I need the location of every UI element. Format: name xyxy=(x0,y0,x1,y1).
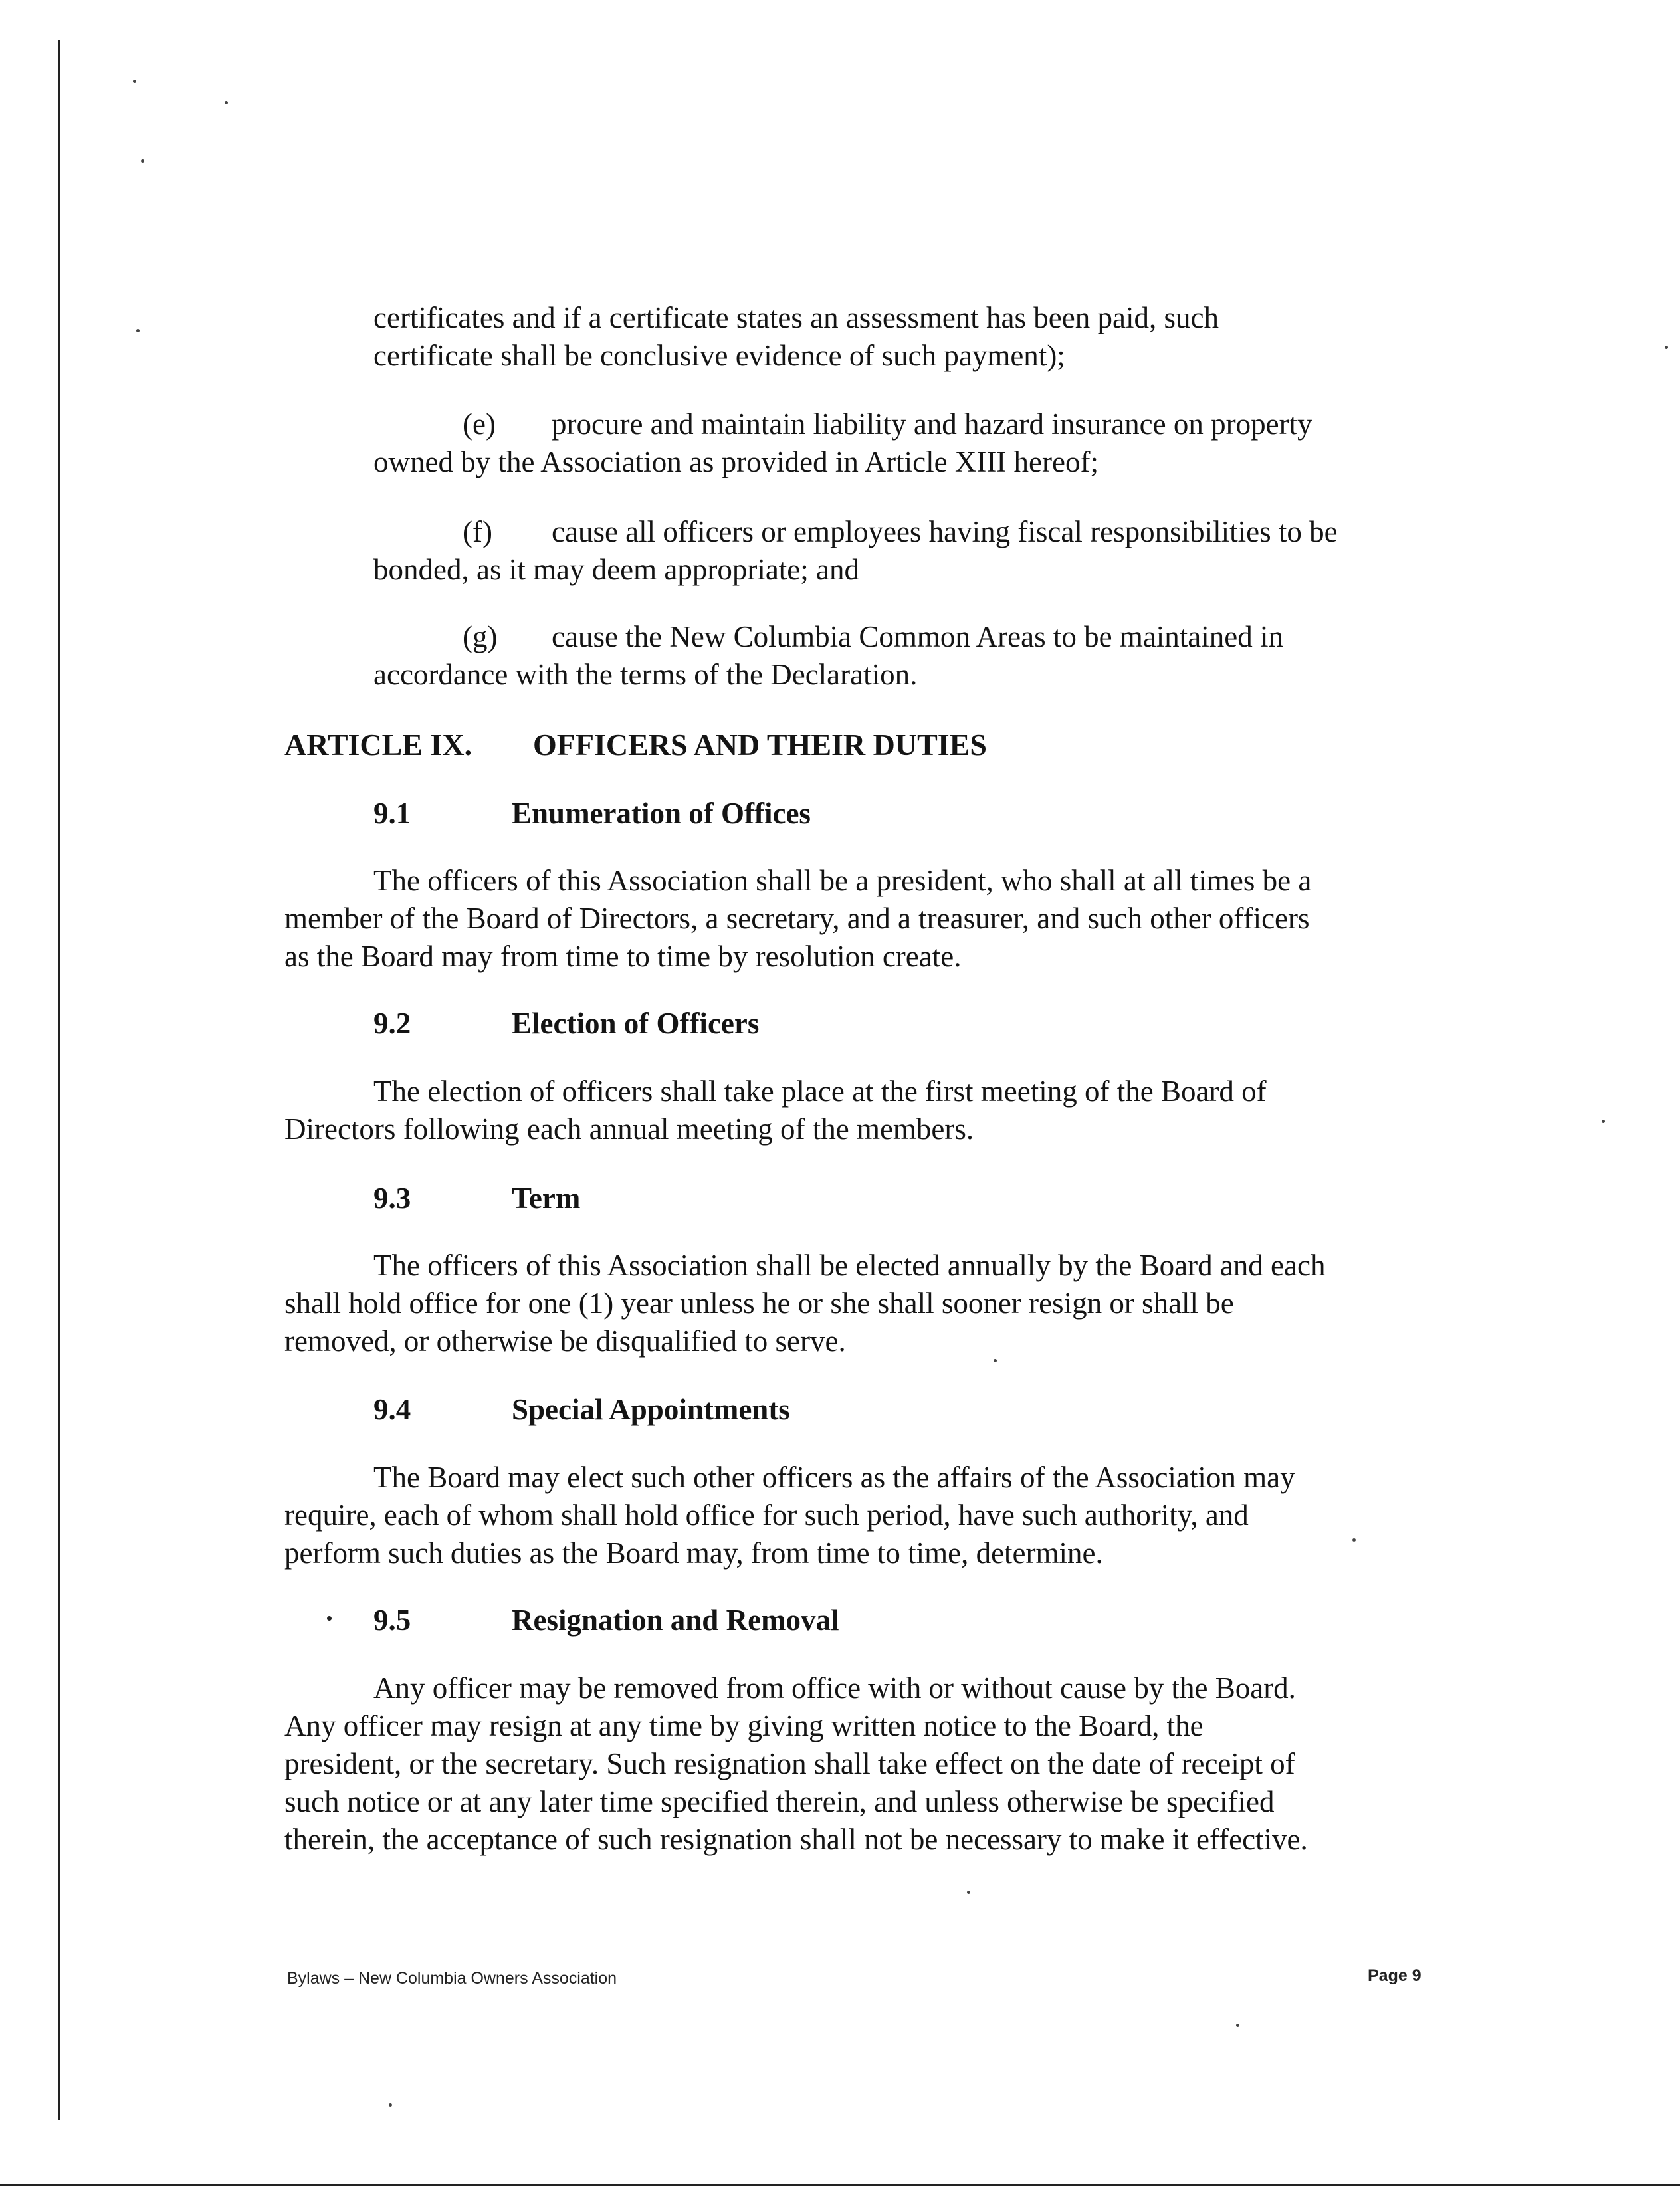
text-line: require, each of whom shall hold office for such period, have such authority, and xyxy=(284,1499,1249,1532)
section-title: Special Appointments xyxy=(512,1393,790,1426)
text-line: member of the Board of Directors, a secretary, and a treasurer, and such other officers xyxy=(284,902,1310,935)
left-scan-edge xyxy=(58,40,60,2120)
text-line: certificates and if a certificate states an assessment has been paid, such xyxy=(373,301,1219,334)
item-text: cause all officers or employees having fiscal responsibilities to be xyxy=(552,515,1338,548)
section-number: 9.2 xyxy=(373,1007,411,1040)
item-text: owned by the Association as provided in Article XIII hereof; xyxy=(373,445,1099,478)
section-title: Term xyxy=(512,1182,581,1215)
section-paragraph xyxy=(284,1247,1325,1360)
section-heading xyxy=(373,1602,839,1639)
scan-speck xyxy=(136,329,140,332)
item-text: cause the New Columbia Common Areas to be maintained in xyxy=(552,620,1284,653)
section-number: 9.1 xyxy=(373,797,411,830)
text-line: shall hold office for one (1) year unless he or she shall sooner resign or shall be xyxy=(284,1287,1234,1320)
scan-speck xyxy=(389,2103,392,2107)
item-text: bonded, as it may deem appropriate; and xyxy=(373,553,860,586)
text-line: The officers of this Association shall be elected annually by the Board and each xyxy=(373,1249,1326,1282)
scan-speck xyxy=(1602,1120,1605,1123)
text-line: perform such duties as the Board may, from time to time, determine. xyxy=(284,1536,1103,1570)
bottom-scan-edge xyxy=(0,2184,1680,2186)
section-heading xyxy=(373,1180,580,1217)
article-heading xyxy=(284,726,987,764)
text-line: as the Board may from time to time by resolution create. xyxy=(284,940,962,973)
section-title: Election of Officers xyxy=(512,1007,760,1040)
bullet-mark xyxy=(327,1616,332,1621)
text-line: therein, the acceptance of such resignation shall not be necessary to make it effective. xyxy=(284,1823,1308,1856)
list-item-e xyxy=(373,405,1312,481)
section-number: 9.4 xyxy=(373,1393,411,1426)
item-label: (e) xyxy=(463,407,496,441)
item-text: procure and maintain liability and hazard insurance on property xyxy=(552,407,1312,441)
text-line: Any officer may resign at any time by giving written notice to the Board, the xyxy=(284,1709,1204,1742)
scan-speck xyxy=(1352,1538,1356,1542)
section-heading xyxy=(373,1391,790,1428)
footer-title: Bylaws – New Columbia Owners Association xyxy=(287,1969,617,1988)
text-line: The election of officers shall take place at the first meeting of the Board of xyxy=(373,1075,1267,1108)
text-line: such notice or at any later time specified therein, and unless otherwise be specified xyxy=(284,1785,1275,1818)
scan-speck xyxy=(133,80,136,83)
article-title: OFFICERS AND THEIR DUTIES xyxy=(533,728,987,762)
scan-speck xyxy=(141,159,144,163)
scan-speck xyxy=(1665,346,1668,349)
text-line: The officers of this Association shall be a president, who shall at all times be a xyxy=(373,864,1312,897)
item-label: (f) xyxy=(463,515,492,548)
text-line: Directors following each annual meeting of the members. xyxy=(284,1112,974,1146)
section-paragraph xyxy=(284,862,1311,976)
section-title: Enumeration of Offices xyxy=(512,797,811,830)
text-line: president, or the secretary. Such resignation shall take effect on the date of receipt of xyxy=(284,1747,1295,1780)
section-heading xyxy=(373,1005,759,1042)
article-number: ARTICLE IX. xyxy=(284,728,472,762)
list-item-f xyxy=(373,513,1338,589)
text-line: removed, or otherwise be disqualified to serve. xyxy=(284,1324,846,1358)
section-paragraph xyxy=(284,1459,1295,1572)
list-item-g xyxy=(373,618,1283,694)
item-text: accordance with the terms of the Declaration. xyxy=(373,658,918,691)
section-paragraph xyxy=(284,1669,1308,1859)
text-line: Any officer may be removed from office with or without cause by the Board. xyxy=(373,1671,1296,1705)
scan-speck xyxy=(1236,2024,1239,2027)
item-label: (g) xyxy=(463,620,498,653)
scan-speck xyxy=(967,1891,970,1894)
scan-speck xyxy=(225,101,228,104)
section-number: 9.5 xyxy=(373,1604,411,1637)
text-line: certificate shall be conclusive evidence of such payment); xyxy=(373,339,1065,372)
section-number: 9.3 xyxy=(373,1182,411,1215)
page-number: Page 9 xyxy=(1368,1966,1421,1985)
section-title: Resignation and Removal xyxy=(512,1604,839,1637)
continuation-paragraph xyxy=(373,299,1219,375)
section-paragraph xyxy=(284,1073,1267,1148)
section-heading xyxy=(373,795,811,832)
text-line: The Board may elect such other officers as the affairs of the Association may xyxy=(373,1461,1295,1494)
